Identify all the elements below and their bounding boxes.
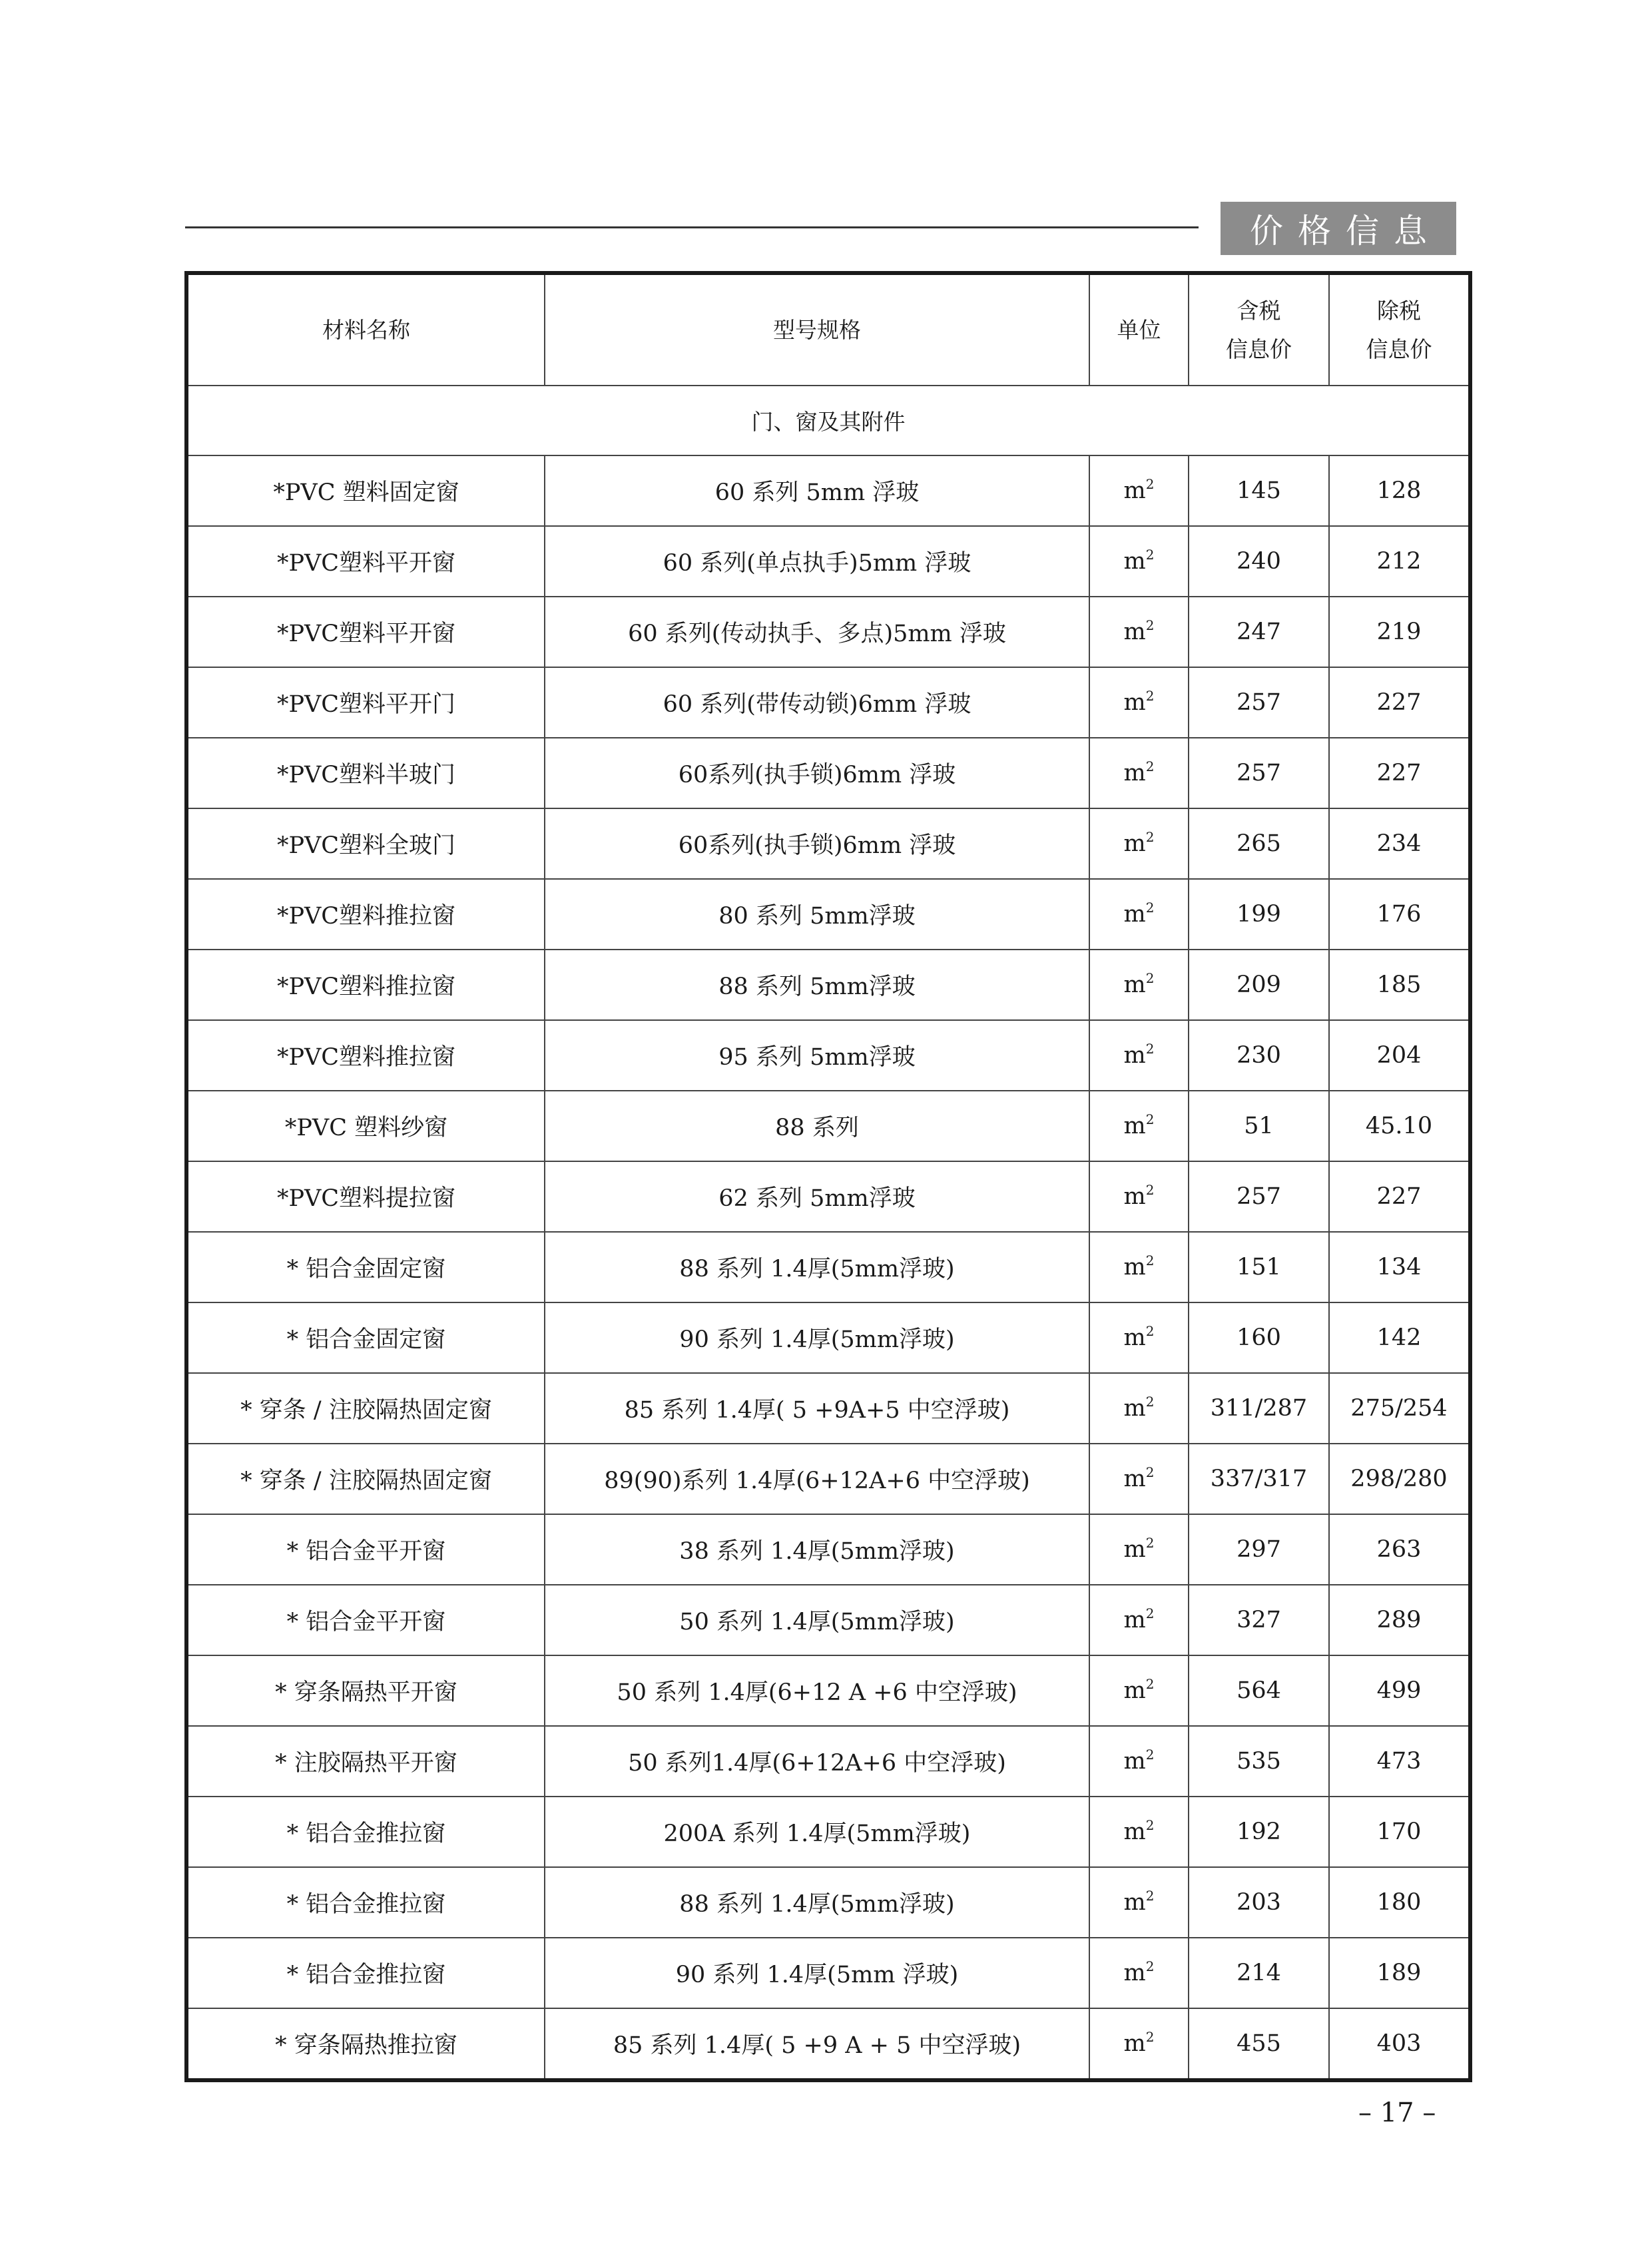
table-header-row <box>186 273 1470 386</box>
unit-exponent: 2 <box>1145 970 1155 986</box>
price-without-tax-cell: 134 <box>1329 1232 1470 1302</box>
unit-base: m <box>1123 1042 1146 1069</box>
material-name-cell: * 注胶隔热平开窗 <box>186 1726 545 1797</box>
price-without-tax-cell: 234 <box>1329 808 1470 879</box>
price-with-tax-cell: 564 <box>1189 1655 1329 1726</box>
unit-base: m <box>1123 1889 1146 1916</box>
price-without-tax-cell: 180 <box>1329 1867 1470 1938</box>
spec-cell: 60 系列(单点执手)5mm 浮玻 <box>545 526 1089 597</box>
material-name-cell: * 铝合金推拉窗 <box>186 1938 545 2008</box>
material-name-cell: * 铝合金推拉窗 <box>186 1867 545 1938</box>
table-row <box>186 879 1470 950</box>
table-row <box>186 1585 1470 1655</box>
table-row <box>186 1020 1470 1091</box>
unit-exponent: 2 <box>1145 829 1155 845</box>
price-with-tax-cell: 160 <box>1189 1302 1329 1373</box>
col-header-price-tax <box>1189 273 1329 386</box>
material-name-cell: * 铝合金固定窗 <box>186 1232 545 1302</box>
spec-cell: 85 系列 1.4厚( 5 +9 A + 5 中空浮玻) <box>545 2008 1089 2080</box>
material-name-cell: * 铝合金推拉窗 <box>186 1797 545 1867</box>
table-row <box>186 1797 1470 1867</box>
spec-cell: 88 系列 <box>545 1091 1089 1161</box>
price-with-tax-cell: 51 <box>1189 1091 1329 1161</box>
table-row <box>186 1514 1470 1585</box>
material-name-cell: *PVC塑料平开门 <box>186 667 545 738</box>
unit-base: m <box>1123 548 1146 575</box>
spec-cell: 95 系列 5mm浮玻 <box>545 1020 1089 1091</box>
unit-cell <box>1089 1514 1189 1585</box>
table-row <box>186 667 1470 738</box>
price-without-tax-cell: 170 <box>1329 1797 1470 1867</box>
spec-cell: 60系列(执手锁)6mm 浮玻 <box>545 738 1089 808</box>
unit-cell <box>1089 1373 1189 1444</box>
unit-base: m <box>1123 1324 1146 1351</box>
unit-base: m <box>1123 830 1146 857</box>
unit-base: m <box>1123 1960 1146 1986</box>
price-without-tax-cell: 263 <box>1329 1514 1470 1585</box>
col-header-price-notax-line1: 除税 <box>1377 297 1421 324</box>
price-without-tax-cell: 298/280 <box>1329 1444 1470 1514</box>
unit-cell <box>1089 1655 1189 1726</box>
page-number: – 17 – <box>1358 2098 1436 2128</box>
unit-cell <box>1089 455 1189 526</box>
header-rule <box>185 226 1199 228</box>
table-row <box>186 950 1470 1020</box>
unit-exponent: 2 <box>1145 617 1155 633</box>
table-row <box>186 1726 1470 1797</box>
table-row <box>186 1867 1470 1938</box>
unit-cell <box>1089 526 1189 597</box>
unit-exponent: 2 <box>1145 900 1155 916</box>
unit-cell <box>1089 1585 1189 1655</box>
price-without-tax-cell: 227 <box>1329 1161 1470 1232</box>
spec-cell: 60 系列(传动执手、多点)5mm 浮玻 <box>545 597 1089 667</box>
unit-base: m <box>1123 901 1146 928</box>
price-with-tax-cell: 257 <box>1189 667 1329 738</box>
material-name-cell: *PVC塑料推拉窗 <box>186 950 545 1020</box>
table-row <box>186 1232 1470 1302</box>
unit-cell <box>1089 1867 1189 1938</box>
unit-base: m <box>1123 1395 1146 1422</box>
unit-base: m <box>1123 1113 1146 1139</box>
spec-cell: 85 系列 1.4厚( 5 +9A+5 中空浮玻) <box>545 1373 1089 1444</box>
price-without-tax-cell: 128 <box>1329 455 1470 526</box>
price-with-tax-cell: 535 <box>1189 1726 1329 1797</box>
unit-exponent: 2 <box>1145 547 1155 563</box>
col-header-price-notax-line2: 信息价 <box>1366 336 1432 362</box>
unit-cell <box>1089 667 1189 738</box>
price-without-tax-cell: 142 <box>1329 1302 1470 1373</box>
spec-cell: 60 系列(带传动锁)6mm 浮玻 <box>545 667 1089 738</box>
unit-exponent: 2 <box>1145 1888 1155 1904</box>
material-name-cell: * 穿条隔热平开窗 <box>186 1655 545 1726</box>
price-without-tax-cell: 473 <box>1329 1726 1470 1797</box>
unit-base: m <box>1123 1254 1146 1280</box>
material-name-cell: *PVC塑料推拉窗 <box>186 879 545 950</box>
unit-base: m <box>1123 689 1146 716</box>
table-row <box>186 1373 1470 1444</box>
spec-cell: 88 系列 5mm浮玻 <box>545 950 1089 1020</box>
price-with-tax-cell: 151 <box>1189 1232 1329 1302</box>
price-without-tax-cell: 275/254 <box>1329 1373 1470 1444</box>
price-without-tax-cell: 204 <box>1329 1020 1470 1091</box>
material-name-cell: * 穿条隔热推拉窗 <box>186 2008 545 2080</box>
spec-cell: 50 系列1.4厚(6+12A+6 中空浮玻) <box>545 1726 1089 1797</box>
material-name-cell: *PVC塑料提拉窗 <box>186 1161 545 1232</box>
spec-cell: 90 系列 1.4厚(5mm 浮玻) <box>545 1938 1089 2008</box>
table-row <box>186 1091 1470 1161</box>
table-row <box>186 738 1470 808</box>
col-header-spec: 型号规格 <box>545 273 1089 386</box>
price-with-tax-cell: 230 <box>1189 1020 1329 1091</box>
table-row <box>186 526 1470 597</box>
unit-cell <box>1089 1938 1189 2008</box>
table-row <box>186 1655 1470 1726</box>
unit-base: m <box>1123 1183 1146 1210</box>
material-name-cell: * 铝合金固定窗 <box>186 1302 545 1373</box>
spec-cell: 50 系列 1.4厚(5mm浮玻) <box>545 1585 1089 1655</box>
unit-base: m <box>1123 1677 1146 1704</box>
spec-cell: 60 系列 5mm 浮玻 <box>545 455 1089 526</box>
unit-exponent: 2 <box>1145 1394 1155 1410</box>
unit-exponent: 2 <box>1145 1253 1155 1269</box>
price-with-tax-cell: 337/317 <box>1189 1444 1329 1514</box>
unit-cell <box>1089 1444 1189 1514</box>
col-header-price-tax-line1: 含税 <box>1237 297 1281 324</box>
col-header-unit: 单位 <box>1089 273 1189 386</box>
unit-cell <box>1089 950 1189 1020</box>
price-without-tax-cell: 176 <box>1329 879 1470 950</box>
price-without-tax-cell: 219 <box>1329 597 1470 667</box>
unit-base: m <box>1123 1607 1146 1633</box>
material-name-cell: *PVC 塑料纱窗 <box>186 1091 545 1161</box>
price-without-tax-cell: 499 <box>1329 1655 1470 1726</box>
col-header-price-notax <box>1329 273 1470 386</box>
table-row <box>186 1444 1470 1514</box>
unit-cell <box>1089 1020 1189 1091</box>
price-with-tax-cell: 192 <box>1189 1797 1329 1867</box>
table-row <box>186 455 1470 526</box>
unit-base: m <box>1123 619 1146 645</box>
unit-base: m <box>1123 1748 1146 1775</box>
material-name-cell: *PVC塑料半玻门 <box>186 738 545 808</box>
unit-cell <box>1089 2008 1189 2080</box>
material-name-cell: *PVC塑料平开窗 <box>186 526 545 597</box>
unit-base: m <box>1123 1819 1146 1845</box>
price-without-tax-cell: 289 <box>1329 1585 1470 1655</box>
unit-base: m <box>1123 2030 1146 2057</box>
material-name-cell: * 铝合金平开窗 <box>186 1514 545 1585</box>
table-row <box>186 1302 1470 1373</box>
spec-cell: 89(90)系列 1.4厚(6+12A+6 中空浮玻) <box>545 1444 1089 1514</box>
unit-exponent: 2 <box>1145 1535 1155 1551</box>
price-with-tax-cell: 455 <box>1189 2008 1329 2080</box>
unit-cell <box>1089 1797 1189 1867</box>
spec-cell: 90 系列 1.4厚(5mm浮玻) <box>545 1302 1089 1373</box>
unit-cell <box>1089 1091 1189 1161</box>
spec-cell: 62 系列 5mm浮玻 <box>545 1161 1089 1232</box>
table-row <box>186 808 1470 879</box>
price-with-tax-cell: 145 <box>1189 455 1329 526</box>
col-header-name: 材料名称 <box>186 273 545 386</box>
price-without-tax-cell: 189 <box>1329 1938 1470 2008</box>
unit-exponent: 2 <box>1145 688 1155 704</box>
col-header-price-tax-line2: 信息价 <box>1226 336 1292 362</box>
unit-cell <box>1089 1161 1189 1232</box>
price-table <box>184 271 1472 2082</box>
unit-base: m <box>1123 972 1146 998</box>
price-without-tax-cell: 212 <box>1329 526 1470 597</box>
unit-exponent: 2 <box>1145 1464 1155 1480</box>
category-row <box>186 386 1470 455</box>
price-with-tax-cell: 214 <box>1189 1938 1329 2008</box>
unit-base: m <box>1123 760 1146 786</box>
spec-cell: 88 系列 1.4厚(5mm浮玻) <box>545 1867 1089 1938</box>
price-with-tax-cell: 327 <box>1189 1585 1329 1655</box>
table-row <box>186 2008 1470 2080</box>
unit-cell <box>1089 597 1189 667</box>
price-without-tax-cell: 403 <box>1329 2008 1470 2080</box>
unit-base: m <box>1123 477 1146 504</box>
material-name-cell: * 铝合金平开窗 <box>186 1585 545 1655</box>
unit-exponent: 2 <box>1145 1676 1155 1692</box>
unit-exponent: 2 <box>1145 758 1155 774</box>
unit-base: m <box>1123 1536 1146 1563</box>
unit-cell <box>1089 1232 1189 1302</box>
unit-base: m <box>1123 1466 1146 1492</box>
price-without-tax-cell: 185 <box>1329 950 1470 1020</box>
material-name-cell: *PVC 塑料固定窗 <box>186 455 545 526</box>
material-name-cell: * 穿条 / 注胶隔热固定窗 <box>186 1373 545 1444</box>
material-name-cell: *PVC塑料推拉窗 <box>186 1020 545 1091</box>
price-with-tax-cell: 240 <box>1189 526 1329 597</box>
unit-exponent: 2 <box>1145 476 1155 492</box>
unit-exponent: 2 <box>1145 1605 1155 1621</box>
unit-cell <box>1089 879 1189 950</box>
price-without-tax-cell: 227 <box>1329 667 1470 738</box>
unit-cell <box>1089 1302 1189 1373</box>
price-with-tax-cell: 257 <box>1189 738 1329 808</box>
category-label: 门、窗及其附件 <box>186 386 1470 455</box>
spec-cell: 200A 系列 1.4厚(5mm浮玻) <box>545 1797 1089 1867</box>
price-with-tax-cell: 311/287 <box>1189 1373 1329 1444</box>
price-with-tax-cell: 247 <box>1189 597 1329 667</box>
price-without-tax-cell: 45.10 <box>1329 1091 1470 1161</box>
table-row <box>186 1938 1470 2008</box>
unit-exponent: 2 <box>1145 1958 1155 1974</box>
unit-exponent: 2 <box>1145 1041 1155 1057</box>
spec-cell: 60系列(执手锁)6mm 浮玻 <box>545 808 1089 879</box>
unit-exponent: 2 <box>1145 1182 1155 1198</box>
spec-cell: 38 系列 1.4厚(5mm浮玻) <box>545 1514 1089 1585</box>
unit-exponent: 2 <box>1145 1817 1155 1833</box>
price-with-tax-cell: 199 <box>1189 879 1329 950</box>
price-with-tax-cell: 265 <box>1189 808 1329 879</box>
price-with-tax-cell: 297 <box>1189 1514 1329 1585</box>
unit-exponent: 2 <box>1145 1323 1155 1339</box>
spec-cell: 88 系列 1.4厚(5mm浮玻) <box>545 1232 1089 1302</box>
table-row <box>186 597 1470 667</box>
unit-cell <box>1089 1726 1189 1797</box>
material-name-cell: *PVC塑料全玻门 <box>186 808 545 879</box>
material-name-cell: * 穿条 / 注胶隔热固定窗 <box>186 1444 545 1514</box>
section-title-badge: 价格信息 <box>1221 202 1456 255</box>
material-name-cell: *PVC塑料平开窗 <box>186 597 545 667</box>
unit-exponent: 2 <box>1145 1747 1155 1763</box>
price-with-tax-cell: 209 <box>1189 950 1329 1020</box>
unit-cell <box>1089 808 1189 879</box>
spec-cell: 50 系列 1.4厚(6+12 A +6 中空浮玻) <box>545 1655 1089 1726</box>
unit-exponent: 2 <box>1145 2029 1155 2045</box>
price-without-tax-cell: 227 <box>1329 738 1470 808</box>
spec-cell: 80 系列 5mm浮玻 <box>545 879 1089 950</box>
table-row <box>186 1161 1470 1232</box>
price-with-tax-cell: 257 <box>1189 1161 1329 1232</box>
unit-cell <box>1089 738 1189 808</box>
price-with-tax-cell: 203 <box>1189 1867 1329 1938</box>
unit-exponent: 2 <box>1145 1111 1155 1127</box>
